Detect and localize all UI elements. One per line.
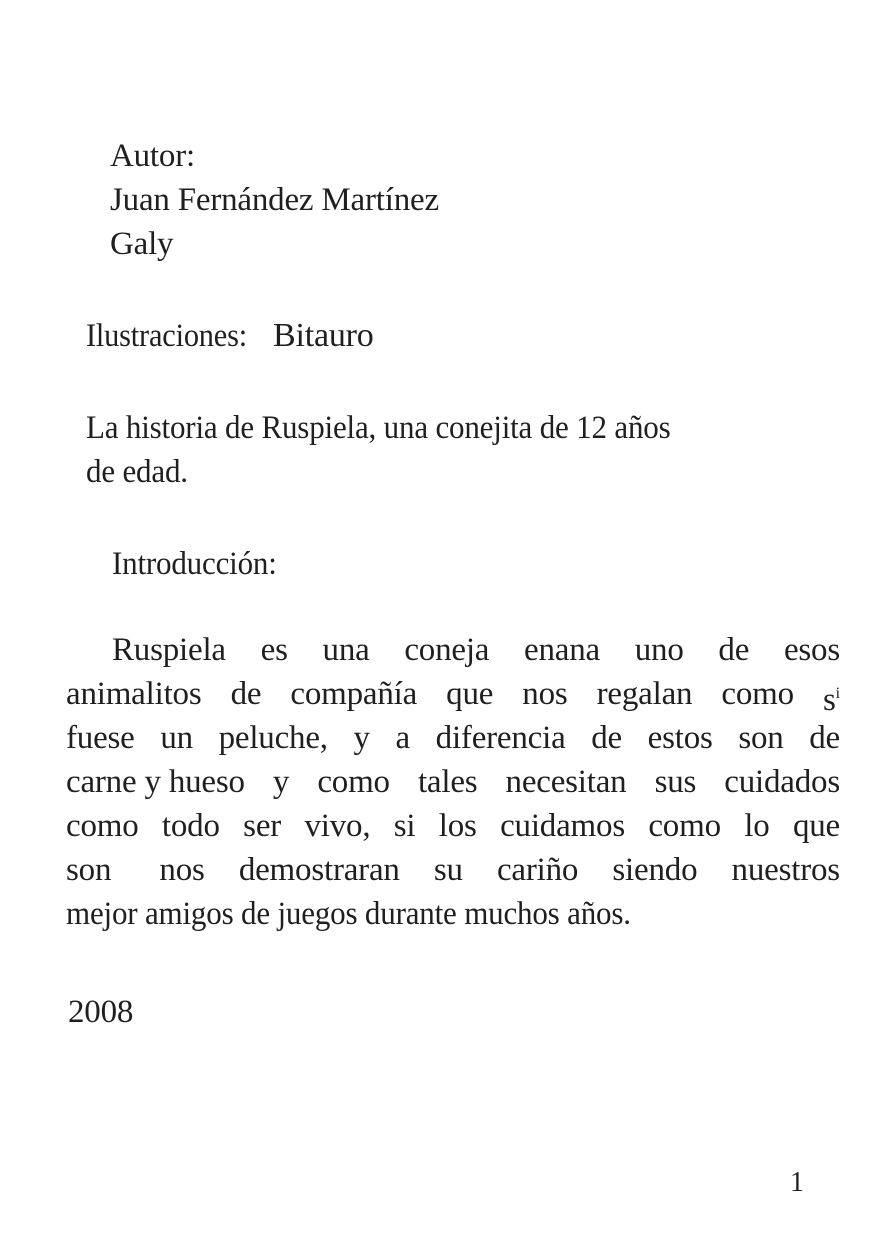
author-alias: Galy [110, 226, 174, 262]
author-label: Autor: [110, 138, 195, 174]
illustrator-name: Bitauro [272, 317, 374, 354]
author-name: Juan Fernández Martínez [110, 182, 439, 218]
intro-heading: Introducción: [112, 546, 277, 582]
page-number: 1 [790, 1167, 804, 1198]
paragraph-line: animalitos de compañía que nos regalan como $s^i$ [66, 676, 840, 718]
paragraph-line: fuese un peluche, y a diferencia de estos son de [66, 720, 840, 756]
subtitle-line-1: La historia de Ruspiela, una conejita de 12 años [86, 410, 671, 446]
illustrations-label: Ilustraciones: [86, 318, 247, 354]
paragraph-line: Ruspiela es una coneja enana uno de esos [112, 632, 840, 668]
year: 2008 [68, 994, 134, 1030]
subtitle-line-2: de edad. [86, 454, 188, 490]
paragraph-line: son nos demostraran su cariño siendo nuestros [66, 852, 840, 888]
paragraph-line: como todo ser vivo, si los cuidamos como lo que [66, 808, 840, 844]
illustrations-credit [86, 314, 374, 358]
paragraph-line: mejor amigos de juegos durante muchos años. [66, 896, 631, 932]
paragraph-line: carne y hueso y como tales necesitan sus cuidados [66, 764, 840, 800]
